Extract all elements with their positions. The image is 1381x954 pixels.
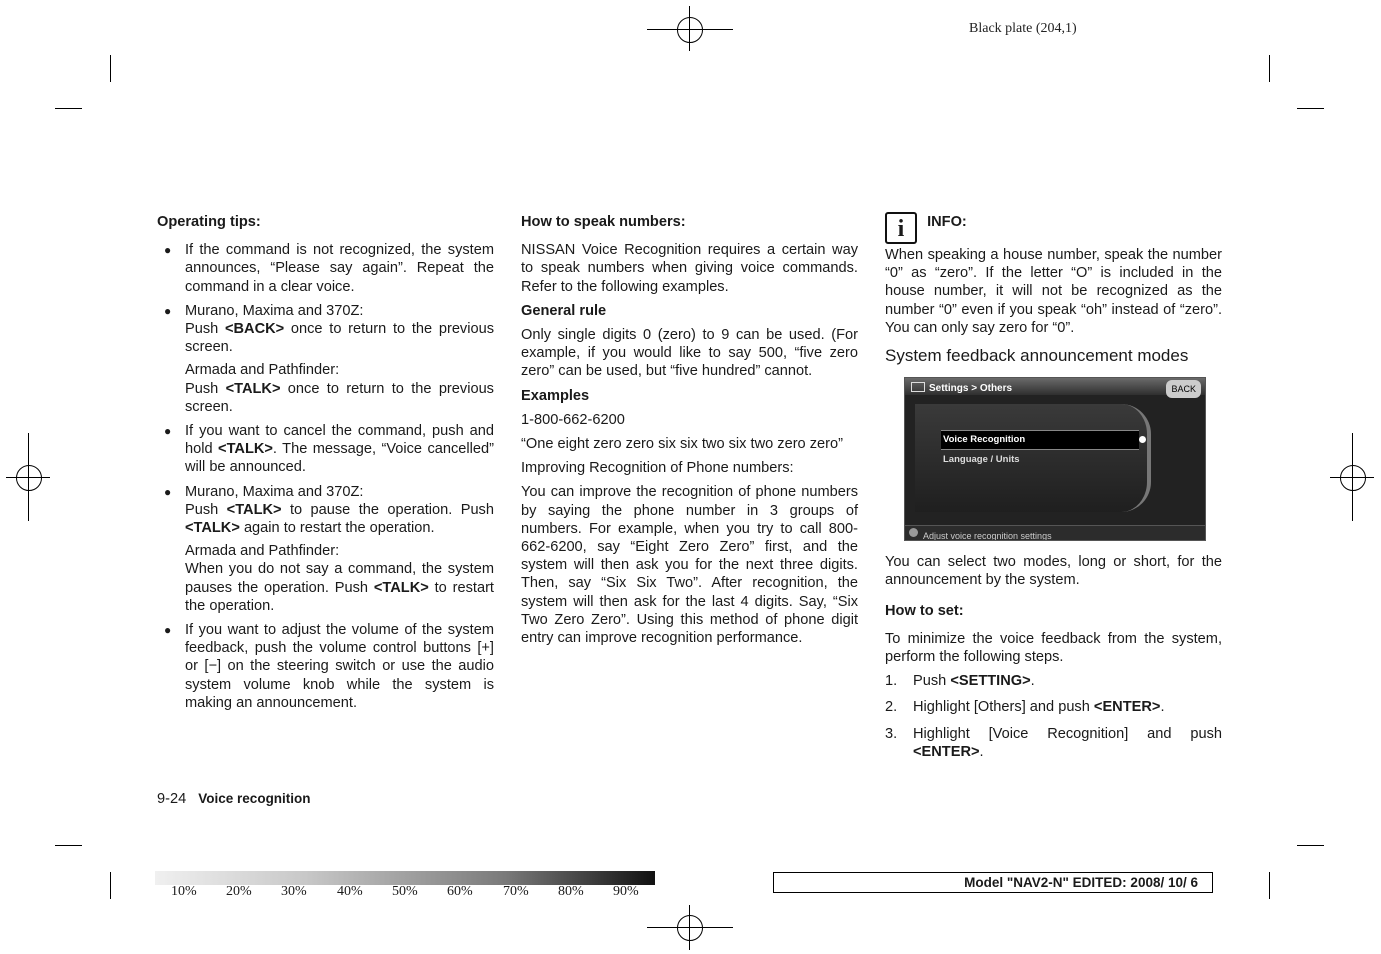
- info-icon: [909, 528, 918, 537]
- bullet-icon: ●: [164, 243, 172, 258]
- plate-label: Black plate (204,1): [969, 21, 1077, 36]
- enter-key: <ENTER>: [1093, 699, 1161, 716]
- operating-tips-heading: Operating tips:: [157, 214, 261, 230]
- menu-item-voice-recognition: Voice Recognition: [941, 430, 1139, 450]
- caption: You can select two modes, long or short, for the announcement by the system.: [885, 554, 1222, 589]
- list-item: 3. Highlight [Voice Recognition] and push <ENTER>.: [885, 725, 1222, 760]
- examples-heading: Examples: [521, 387, 590, 404]
- speak-numbers-heading: How to speak numbers:: [521, 214, 686, 230]
- back-button: BACK: [1166, 380, 1201, 398]
- improving-heading: Improving Recognition of Phone numbers:: [521, 460, 794, 477]
- bullet-icon: ●: [164, 424, 172, 439]
- talk-key: <TALK>: [373, 579, 429, 596]
- screen-status-bar: [905, 525, 1205, 540]
- list-item: ● If you want to cancel the command, push and hold <TALK>. The message, “Voice cancelled” will be announced.: [164, 423, 494, 476]
- page-number: 9-24: [157, 791, 187, 807]
- bullet-icon: ●: [164, 623, 172, 638]
- gray-scale-bar: [155, 871, 655, 885]
- status-text: Adjust voice recognition settings: [923, 531, 1052, 542]
- menu-icon: [911, 382, 925, 392]
- menu-item-language-units: Language / Units: [943, 454, 1020, 466]
- general-rule-heading: General rule: [521, 302, 607, 319]
- screen-header: [905, 378, 1205, 395]
- info-icon: i: [885, 212, 917, 244]
- talk-key: <TALK>: [225, 380, 281, 397]
- example-spoken: “One eight zero zero six six two six two zero zero”: [521, 436, 843, 453]
- list-item: ● Murano, Maxima and 370Z: Push <BACK> once to return to the previous screen. Armada and Pathfinder: Push <TALK> once to return to the previous screen.: [164, 302, 494, 415]
- section-name: Voice recognition: [198, 791, 311, 806]
- intro-paragraph: NISSAN Voice Recognition requires a certain way to speak numbers when giving voice commands. Refer to the following examples.: [521, 242, 858, 295]
- enter-key: <ENTER>: [913, 743, 980, 760]
- bullet-icon: ●: [164, 303, 172, 318]
- model-edited-box: [773, 872, 1213, 893]
- list-item: 1. Push <SETTING>.: [885, 673, 1035, 690]
- settings-screenshot: [904, 377, 1206, 541]
- section-title: System feedback announcement modes: [885, 346, 1189, 366]
- how-to-set-heading: How to set:: [885, 602, 964, 619]
- column-operating-tips: [157, 213, 494, 718]
- info-paragraph: When speaking a house number, speak the number “0” as “zero”. If the letter “O” is included in the house number, it will not be recognized as the number “0” even if you speak “oh” instead of “zero”. You can only say zero for “0”.: [885, 247, 1222, 336]
- model-edited-text: Model "NAV2-N" EDITED: 2008/ 10/ 6: [964, 875, 1198, 890]
- column-info: [885, 212, 1222, 769]
- steps-list: [885, 672, 1222, 761]
- talk-key: <TALK>: [226, 501, 282, 518]
- improving-paragraph: You can improve the recognition of phone numbers by saying the phone number in 3 groups of numbers. For example, when you try to call 800-662-6200, say “Eight Zero Zero” first, and the system will then ask you for the next three digits. Then, say “Six Six Two”. After recognition, the system will then ask for the last 4 digits. Say, “Six Two Zero Zero”. Using this method of phone digit entry can improve recognition performance.: [521, 484, 858, 647]
- page-footer: [157, 791, 311, 807]
- back-key: <BACK>: [224, 321, 285, 338]
- example-number: 1-800-662-6200: [521, 411, 625, 428]
- screen-title: Settings > Others: [929, 383, 1013, 395]
- rule-paragraph: Only single digits 0 (zero) to 9 can be used. (For example, if you would like to say 500, “five zero zero” can be used, but “five hundred” cannot.: [521, 327, 858, 380]
- talk-key: <TALK>: [218, 441, 273, 458]
- setting-key: <SETTING>: [950, 673, 1031, 690]
- talk-key: <TALK>: [185, 520, 240, 537]
- list-item: ● If you want to adjust the volume of the system feedback, push the volume control buttons [+] or [−] on the steering switch or use the audio system volume knob while the system is making an announcement.: [164, 622, 494, 711]
- steps-intro: To minimize the voice feedback from the system, perform the following steps.: [885, 630, 1222, 666]
- list-item: 2. Highlight [Others] and push <ENTER>.: [885, 699, 1165, 716]
- column-speak-numbers: [521, 213, 858, 653]
- list-item: ● Murano, Maxima and 370Z: Push <TALK> to pause the operation. Push <TALK> again to restart the operation. Armada and Pathfinder: When you do not say a command, the system pauses the operation. Push <TALK> to restart the operation.: [164, 483, 494, 614]
- list-item: ● If the command is not recognized, the system announces, “Please say again”. Repeat the command in a clear voice.: [164, 242, 494, 295]
- tips-list: [157, 241, 494, 712]
- bullet-icon: ●: [164, 484, 172, 499]
- info-title: INFO:: [927, 214, 967, 230]
